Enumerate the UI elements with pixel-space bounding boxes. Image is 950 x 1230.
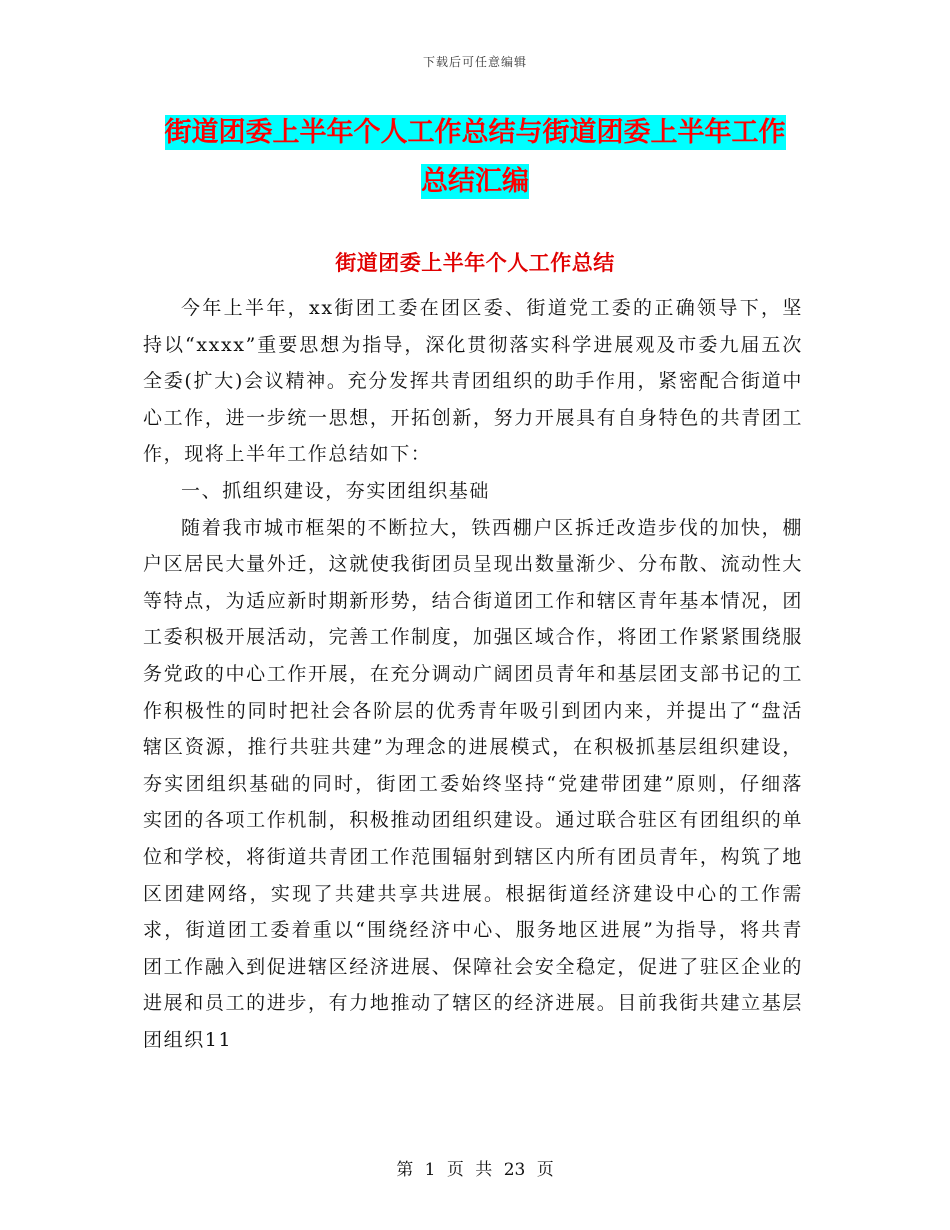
download-note: 下载后可任意编辑 xyxy=(422,55,527,69)
paragraph-heading-1: 一、抓组织建设，夯实团组织基础 xyxy=(181,479,491,502)
document-title-line-2: 总结汇编 xyxy=(421,166,529,197)
document-title xyxy=(0,108,950,206)
section-title: 街道团委上半年个人工作总结 xyxy=(335,251,615,275)
document-title-line-1: 街道团委上半年个人工作总结与街道团委上半年工作 xyxy=(164,117,786,148)
page-number: 第 1 页 共 23 页 xyxy=(396,1160,554,1180)
paragraph-organization: 随着我市城市框架的不断拉大，铁西棚户区拆迁改造步伐的加快，棚户区居民大量外迁，这就使我街团员呈现出数量渐少、分布散、流动性大等特点，为适应新时期新形势，结合街道团工作和辖区青年基本情况，团工委积极开展活动，完善工作制度，加强区域合作，将团工作紧紧围绕服务党政的中心工作开展，在充分调动广阔团员青年和基层团支部书记的工作积极性的同时把社会各阶层的优秀青年吸引到团内来，并提出了“盘活辖区资源，推行共驻共建”为理念的进展模式，在积极抓基层组织建设，夯实团组织基础的同时，街团工委始终坚持“党建带团建”原则，仔细落实团的各项工作机制，积极推动团组织建设。通过联合驻区有团组织的单位和学校，将街道共青团工作范围辐射到辖区内所有团员青年，构筑了地区团建网络，实现了共建共享共进展。根据街道经济建设中心的工作需求，街道团工委着重以“围绕经济中心、服务地区进展”为指导，将共青团工作融入到促进辖区经济进展、保障社会安全稳定，促进了驻区企业的进展和员工的进步，有力地推动了辖区的经济进展。目前我街共建立基层团组织11 xyxy=(143,516,803,1051)
document-body xyxy=(143,290,803,1058)
paragraph-intro: 今年上半年，xx街团工委在团区委、街道党工委的正确领导下，坚持以“xxxx”重要思想为指导，深化贯彻落实科学进展观及市委九届五次全委(扩大)会议精神。充分发挥共青团组织的助手作用，紧密配合街道中心工作，进一步统一思想，开拓创新，努力开展具有自身特色的共青团工作，现将上半年工作总结如下： xyxy=(143,297,803,466)
